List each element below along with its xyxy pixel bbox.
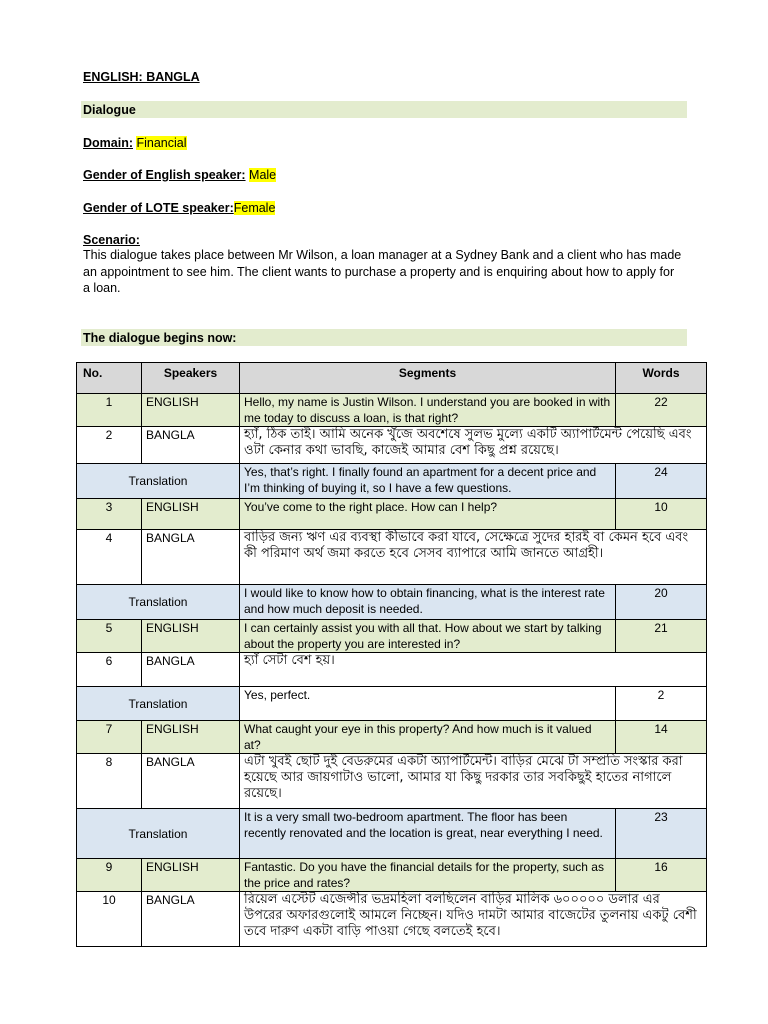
row-no: 3 [77, 499, 142, 530]
row-words: 21 [616, 620, 707, 653]
row-segment: You’ve come to the right place. How can I help? [240, 499, 616, 530]
dialogue-table [76, 362, 707, 947]
dialogue-band [81, 101, 687, 118]
table-header-row [77, 363, 707, 394]
row-words: 14 [616, 721, 707, 754]
lote-gender-value: Female [233, 201, 276, 215]
translation-label: Translation [77, 809, 240, 859]
row-no: 6 [77, 653, 142, 687]
row-segment: Yes, that’s right. I finally found an apartment for a decent price and I’m thinking of buying it, so I have a few questions. [240, 464, 616, 499]
header-segments: Segments [240, 363, 616, 394]
translation-row [77, 687, 707, 721]
header-no: No. [77, 363, 142, 394]
table-row [77, 530, 707, 585]
document-title: ENGLISH: BANGLA [83, 70, 200, 84]
table-row [77, 620, 707, 653]
row-words: 23 [616, 809, 707, 859]
row-words: 16 [616, 859, 707, 892]
row-no: 5 [77, 620, 142, 653]
row-speaker: BANGLA [142, 754, 240, 809]
translation-row [77, 585, 707, 620]
row-speaker: BANGLA [142, 892, 240, 947]
row-segment: Fantastic. Do you have the financial details for the property, such as the price and rates? [240, 859, 616, 892]
row-speaker: BANGLA [142, 530, 240, 585]
domain-line [83, 135, 187, 151]
translation-label: Translation [77, 585, 240, 620]
row-no: 9 [77, 859, 142, 892]
table-row [77, 859, 707, 892]
translation-row [77, 809, 707, 859]
row-speaker: ENGLISH [142, 499, 240, 530]
row-segment: রিয়েল এস্টেট এজেন্সীর ভদ্রমহিলা বলছিলেন বাড়ির মালিক ৬০০০০০ ডলার এর উপরের অফারগুলোই আমলে নিচ্ছেন। যদিও দামটা আমার বাজেটের তুলনায় একটু বেশী তবে দারুণ একটা বাড়ি পাওয়া গেছে বলতেই হবে। [240, 892, 707, 947]
row-no: 8 [77, 754, 142, 809]
row-segment: হ্যাঁ, ঠিক তাই। আমি অনেক খুঁজে অবশেষে সুলভ মুল্যে একটি অ্যাপার্টমেন্ট পেয়েছি এবং ওটা কেনার কথা ভাবছি, কাজেই আমার বেশ কিছু প্রশ্ন রয়েছে। [240, 427, 707, 464]
table-row [77, 427, 707, 464]
scenario-text: This dialogue takes place between Mr Wilson, a loan manager at a Sydney Bank and a client who has made an appointment to see him. The client wants to purchase a property and is enquiring about how to apply for a loan. [83, 248, 682, 295]
row-segment: Yes, perfect. [240, 687, 616, 721]
row-segment: এটা খুবই ছোট দুই বেডরুমের একটা অ্যাপার্টমেন্ট। বাড়ির মেঝে টা সম্প্রতি সংস্কার করা হয়েছে আর জায়গাটাও ভালো, আমার যা কিছু দরকার তার সবকিছুই হাতের নাগালে রয়েছে। [240, 754, 707, 809]
row-segment: বাড়ির জন্য ঋণ এর ব্যবস্থা কীভাবে করা যাবে, সেক্ষেত্রে সুদের হারই বা কেমন হবে এবং কী পরিমাণ অর্থ জমা করতে হবে সেসব ব্যাপারে আমি জানতে আগ্রহী। [240, 530, 707, 585]
english-gender-line [83, 167, 276, 183]
row-segment: I can certainly assist you with all that. How about we start by talking about the property you are interested in? [240, 620, 616, 653]
row-segment: Hello, my name is Justin Wilson. I understand you are booked in with me today to discuss a loan, is that right? [240, 394, 616, 427]
lote-gender-line [83, 200, 275, 216]
table-row [77, 721, 707, 754]
row-words: 20 [616, 585, 707, 620]
row-no: 1 [77, 394, 142, 427]
row-words: 22 [616, 394, 707, 427]
translation-label: Translation [77, 687, 240, 721]
row-words: 24 [616, 464, 707, 499]
row-speaker: ENGLISH [142, 620, 240, 653]
row-no: 10 [77, 892, 142, 947]
english-gender-label: Gender of English speaker: [83, 168, 246, 182]
row-speaker: ENGLISH [142, 394, 240, 427]
translation-row [77, 464, 707, 499]
row-words: 10 [616, 499, 707, 530]
lote-gender-label: Gender of LOTE speaker: [83, 201, 234, 215]
table-row [77, 892, 707, 947]
row-speaker: BANGLA [142, 653, 240, 687]
header-speakers: Speakers [142, 363, 240, 394]
row-speaker: ENGLISH [142, 721, 240, 754]
row-no: 2 [77, 427, 142, 464]
dialogue-heading: Dialogue [83, 103, 136, 117]
begins-heading: The dialogue begins now: [83, 331, 237, 345]
row-words: 2 [616, 687, 707, 721]
header-words: Words [616, 363, 707, 394]
row-segment: হ্যাঁ সেটা বেশ হয়। [240, 653, 707, 687]
domain-label: Domain: [83, 136, 133, 150]
translation-label: Translation [77, 464, 240, 499]
row-segment: I would like to know how to obtain financing, what is the interest rate and how much deposit is needed. [240, 585, 616, 620]
row-no: 4 [77, 530, 142, 585]
row-no: 7 [77, 721, 142, 754]
english-gender-value: Male [249, 168, 277, 182]
table-row [77, 653, 707, 687]
domain-value: Financial [136, 136, 187, 150]
row-speaker: ENGLISH [142, 859, 240, 892]
row-speaker: BANGLA [142, 427, 240, 464]
table-row [77, 499, 707, 530]
scenario-heading: Scenario: [83, 233, 140, 247]
table-row [77, 394, 707, 427]
table-row [77, 754, 707, 809]
row-segment: What caught your eye in this property? And how much is it valued at? [240, 721, 616, 754]
row-segment: It is a very small two-bedroom apartment. The floor has been recently renovated and the location is great, near everything I need. [240, 809, 616, 859]
